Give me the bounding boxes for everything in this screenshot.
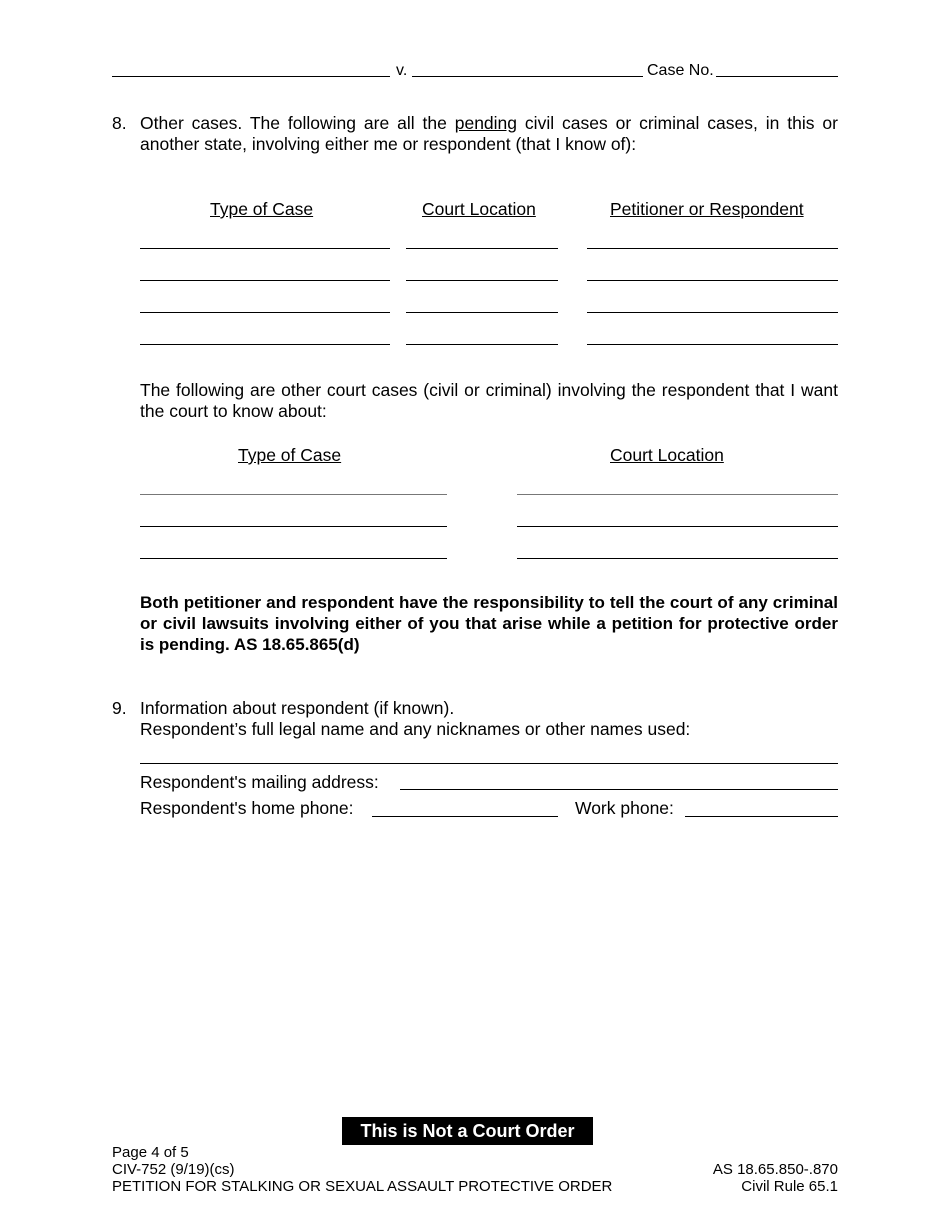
other-cases-text: The following are other court cases (civil or criminal) involving the respondent that I want the court to know about: — [140, 380, 838, 421]
table1-header-location: Court Location — [422, 199, 536, 219]
page-number: Page 4 of 5 — [112, 1144, 189, 1161]
section-8-intro — [140, 113, 838, 155]
table1-type-field[interactable] — [140, 312, 390, 313]
table1-header-type: Type of Case — [210, 199, 314, 219]
intro-text-start: Other cases. The following are all the — [140, 113, 455, 133]
civil-rule-reference: Civil Rule 65.1 — [741, 1178, 838, 1195]
statute-reference: AS 18.65.850-.870 — [712, 1161, 838, 1178]
section-8-number: 8. — [112, 113, 127, 133]
home-phone-label: Respondent's home phone: — [140, 798, 354, 818]
table1-location-field[interactable] — [406, 280, 558, 281]
form-title: PETITION FOR STALKING OR SEXUAL ASSAULT PROTECTIVE ORDER — [112, 1178, 613, 1195]
form-id: CIV-752 (9/19)(cs) — [112, 1161, 235, 1178]
work-phone-input[interactable] — [685, 816, 838, 817]
table1-party-field[interactable] — [587, 312, 838, 313]
table2-type-field[interactable] — [140, 558, 447, 559]
table2-header-type: Type of Case — [238, 445, 342, 465]
respondent-name-field[interactable] — [412, 76, 643, 77]
table1-location-field[interactable] — [406, 248, 558, 249]
table2-type-field[interactable] — [140, 526, 447, 527]
mailing-address-label: Respondent's mailing address: — [140, 772, 379, 792]
table1-location-field[interactable] — [406, 312, 558, 313]
case-no-label: Case No. — [647, 62, 714, 79]
mailing-address-input[interactable] — [400, 789, 838, 790]
not-court-order-banner: This is Not a Court Order — [342, 1117, 593, 1145]
pending-emphasis: pending — [454, 113, 518, 133]
respondent-name-label: Respondent’s full legal name and any nicknames or other names used: — [140, 719, 691, 739]
table1-party-field[interactable] — [587, 280, 838, 281]
table1-type-field[interactable] — [140, 344, 390, 345]
respondent-name-input[interactable] — [140, 763, 838, 764]
section-9-title: Information about respondent (if known). — [140, 698, 455, 718]
table2-location-field[interactable] — [517, 558, 838, 559]
petitioner-name-field[interactable] — [112, 76, 390, 77]
table1-location-field[interactable] — [406, 344, 558, 345]
home-phone-input[interactable] — [372, 816, 558, 817]
intro-text-end: civil cases or criminal cases, in this or another state, involving either me or respondent (that I know of): — [140, 113, 838, 154]
section-9-number: 9. — [112, 698, 127, 718]
table2-location-field[interactable] — [517, 526, 838, 527]
table2-location-field[interactable] — [517, 494, 838, 495]
table1-party-field[interactable] — [587, 248, 838, 249]
case-no-field[interactable] — [716, 76, 838, 77]
table2-header-location: Court Location — [610, 445, 724, 465]
table1-type-field[interactable] — [140, 280, 390, 281]
work-phone-label: Work phone: — [575, 798, 674, 818]
versus-label: v. — [396, 62, 408, 79]
table1-party-field[interactable] — [587, 344, 838, 345]
table1-header-party: Petitioner or Respondent — [610, 199, 804, 219]
responsibility-notice: Both petitioner and respondent have the responsibility to tell the court of any criminal or civil lawsuits involving either of you that arise while a petition for protective order is pending. AS 18.65.865(d) — [140, 593, 838, 654]
table1-type-field[interactable] — [140, 248, 390, 249]
table2-type-field[interactable] — [140, 494, 447, 495]
